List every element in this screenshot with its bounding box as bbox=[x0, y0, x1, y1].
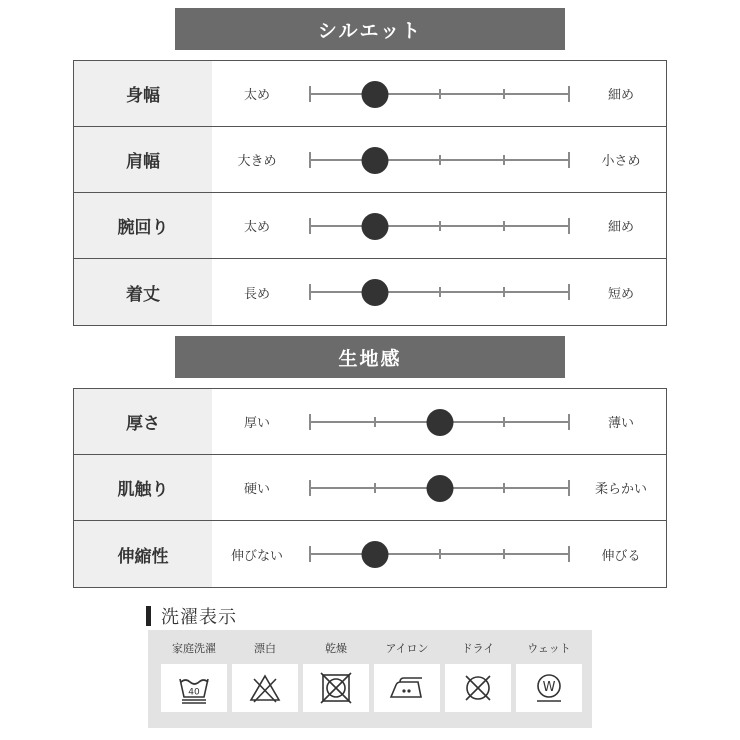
scale-indicator bbox=[361, 541, 388, 568]
scale-left-label: 硬い bbox=[243, 482, 270, 497]
row-body bbox=[212, 259, 666, 325]
row-body bbox=[212, 61, 666, 126]
scale-indicator bbox=[361, 279, 388, 306]
care-symbol-box bbox=[303, 664, 369, 712]
scale-tick bbox=[503, 483, 505, 493]
care-label: 乾燥 bbox=[325, 642, 347, 655]
fabric-row bbox=[74, 389, 666, 455]
scale-tick bbox=[568, 284, 570, 300]
wet-clean-icon bbox=[532, 671, 566, 705]
scale-tick bbox=[309, 218, 311, 234]
scale-right-label: 細め bbox=[607, 220, 634, 235]
row-label: 伸縮性 bbox=[74, 521, 212, 587]
scale-tick bbox=[503, 155, 505, 165]
silhouette-header bbox=[175, 8, 565, 50]
silhouette-row bbox=[74, 127, 666, 193]
care-symbol-box bbox=[374, 664, 440, 712]
scale-tick bbox=[309, 414, 311, 430]
silhouette-row bbox=[74, 259, 666, 325]
care-item-home-wash bbox=[161, 630, 227, 728]
row-label: 肌触り bbox=[74, 455, 212, 520]
scale-tick bbox=[568, 480, 570, 496]
rating-scale bbox=[309, 389, 570, 454]
care-item-dry-clean bbox=[445, 630, 511, 728]
scale-tick bbox=[439, 221, 441, 231]
scale-tick bbox=[568, 414, 570, 430]
care-item-wet-clean bbox=[516, 630, 582, 728]
row-body bbox=[212, 455, 666, 520]
scale-right-label: 柔らかい bbox=[594, 482, 647, 497]
rating-scale bbox=[309, 259, 570, 325]
wash-tub-40-icon bbox=[177, 671, 211, 705]
fabric-title: 生地感 bbox=[338, 347, 402, 370]
scale-indicator bbox=[361, 81, 388, 108]
scale-tick bbox=[568, 86, 570, 102]
row-label: 身幅 bbox=[74, 61, 212, 126]
care-item-iron bbox=[374, 630, 440, 728]
care-symbol-box bbox=[445, 664, 511, 712]
silhouette-row bbox=[74, 61, 666, 127]
scale-left-label: 太め bbox=[243, 220, 270, 235]
title-bar-decoration bbox=[146, 606, 151, 626]
row-label: 肩幅 bbox=[74, 127, 212, 192]
scale-tick bbox=[439, 549, 441, 559]
scale-left-label: 厚い bbox=[243, 416, 270, 431]
scale-right-label: 薄い bbox=[607, 416, 634, 431]
no-tumble-dry-icon bbox=[319, 671, 353, 705]
care-title-text: 洗濯表示 bbox=[161, 607, 237, 628]
care-symbol-box bbox=[516, 664, 582, 712]
rating-scale bbox=[309, 127, 570, 192]
scale-tick bbox=[439, 89, 441, 99]
row-label: 厚さ bbox=[74, 389, 212, 454]
silhouette-row bbox=[74, 193, 666, 259]
scale-tick bbox=[309, 546, 311, 562]
scale-tick bbox=[568, 218, 570, 234]
scale-tick bbox=[503, 549, 505, 559]
scale-tick bbox=[309, 480, 311, 496]
silhouette-table bbox=[73, 60, 667, 326]
scale-tick bbox=[439, 287, 441, 297]
silhouette-title: シルエット bbox=[317, 19, 423, 42]
care-item-bleach bbox=[232, 630, 298, 728]
fabric-row bbox=[74, 455, 666, 521]
scale-tick bbox=[374, 483, 376, 493]
scale-indicator bbox=[361, 147, 388, 174]
scale-right-label: 小さめ bbox=[601, 154, 641, 169]
rating-scale bbox=[309, 61, 570, 126]
scale-tick bbox=[309, 86, 311, 102]
no-dry-clean-icon bbox=[461, 671, 495, 705]
scale-left-label: 伸びない bbox=[230, 548, 283, 564]
care-symbol-box bbox=[161, 664, 227, 712]
scale-left-label: 長め bbox=[243, 286, 270, 302]
care-symbol-box bbox=[232, 664, 298, 712]
rating-scale bbox=[309, 193, 570, 258]
scale-tick bbox=[374, 417, 376, 427]
scale-indicator bbox=[426, 475, 453, 502]
no-bleach-icon bbox=[248, 671, 282, 705]
scale-left-label: 太め bbox=[243, 88, 270, 103]
scale-tick bbox=[309, 152, 311, 168]
scale-tick bbox=[503, 417, 505, 427]
fabric-header bbox=[175, 336, 565, 378]
row-body bbox=[212, 521, 666, 587]
rating-scale bbox=[309, 521, 570, 587]
scale-right-label: 伸びる bbox=[601, 548, 641, 564]
scale-indicator bbox=[361, 213, 388, 240]
fabric-row bbox=[74, 521, 666, 587]
rating-scale bbox=[309, 455, 570, 520]
care-label: ウェット bbox=[527, 642, 571, 655]
scale-right-label: 細め bbox=[607, 88, 634, 103]
scale-tick bbox=[568, 152, 570, 168]
iron-low-icon bbox=[388, 671, 426, 705]
row-body bbox=[212, 389, 666, 454]
scale-right-label: 短め bbox=[607, 286, 634, 302]
wash-temp-text: 40 bbox=[188, 687, 200, 698]
row-label: 着丈 bbox=[74, 259, 212, 325]
scale-tick bbox=[503, 287, 505, 297]
care-item-tumble-dry bbox=[303, 630, 369, 728]
care-label: 漂白 bbox=[254, 642, 276, 655]
scale-tick bbox=[309, 284, 311, 300]
wet-clean-mark: W bbox=[542, 680, 556, 695]
row-label: 腕回り bbox=[74, 193, 212, 258]
scale-tick bbox=[503, 89, 505, 99]
care-label: ドライ bbox=[461, 642, 495, 655]
row-body bbox=[212, 127, 666, 192]
care-title bbox=[146, 604, 237, 628]
care-label: 家庭洗濯 bbox=[172, 642, 216, 655]
care-label: アイロン bbox=[385, 642, 429, 655]
row-body bbox=[212, 193, 666, 258]
care-panel bbox=[148, 630, 592, 728]
scale-tick bbox=[439, 155, 441, 165]
fabric-table bbox=[73, 388, 667, 588]
scale-left-label: 大きめ bbox=[237, 154, 277, 169]
scale-indicator bbox=[426, 409, 453, 436]
scale-tick bbox=[503, 221, 505, 231]
scale-tick bbox=[568, 546, 570, 562]
